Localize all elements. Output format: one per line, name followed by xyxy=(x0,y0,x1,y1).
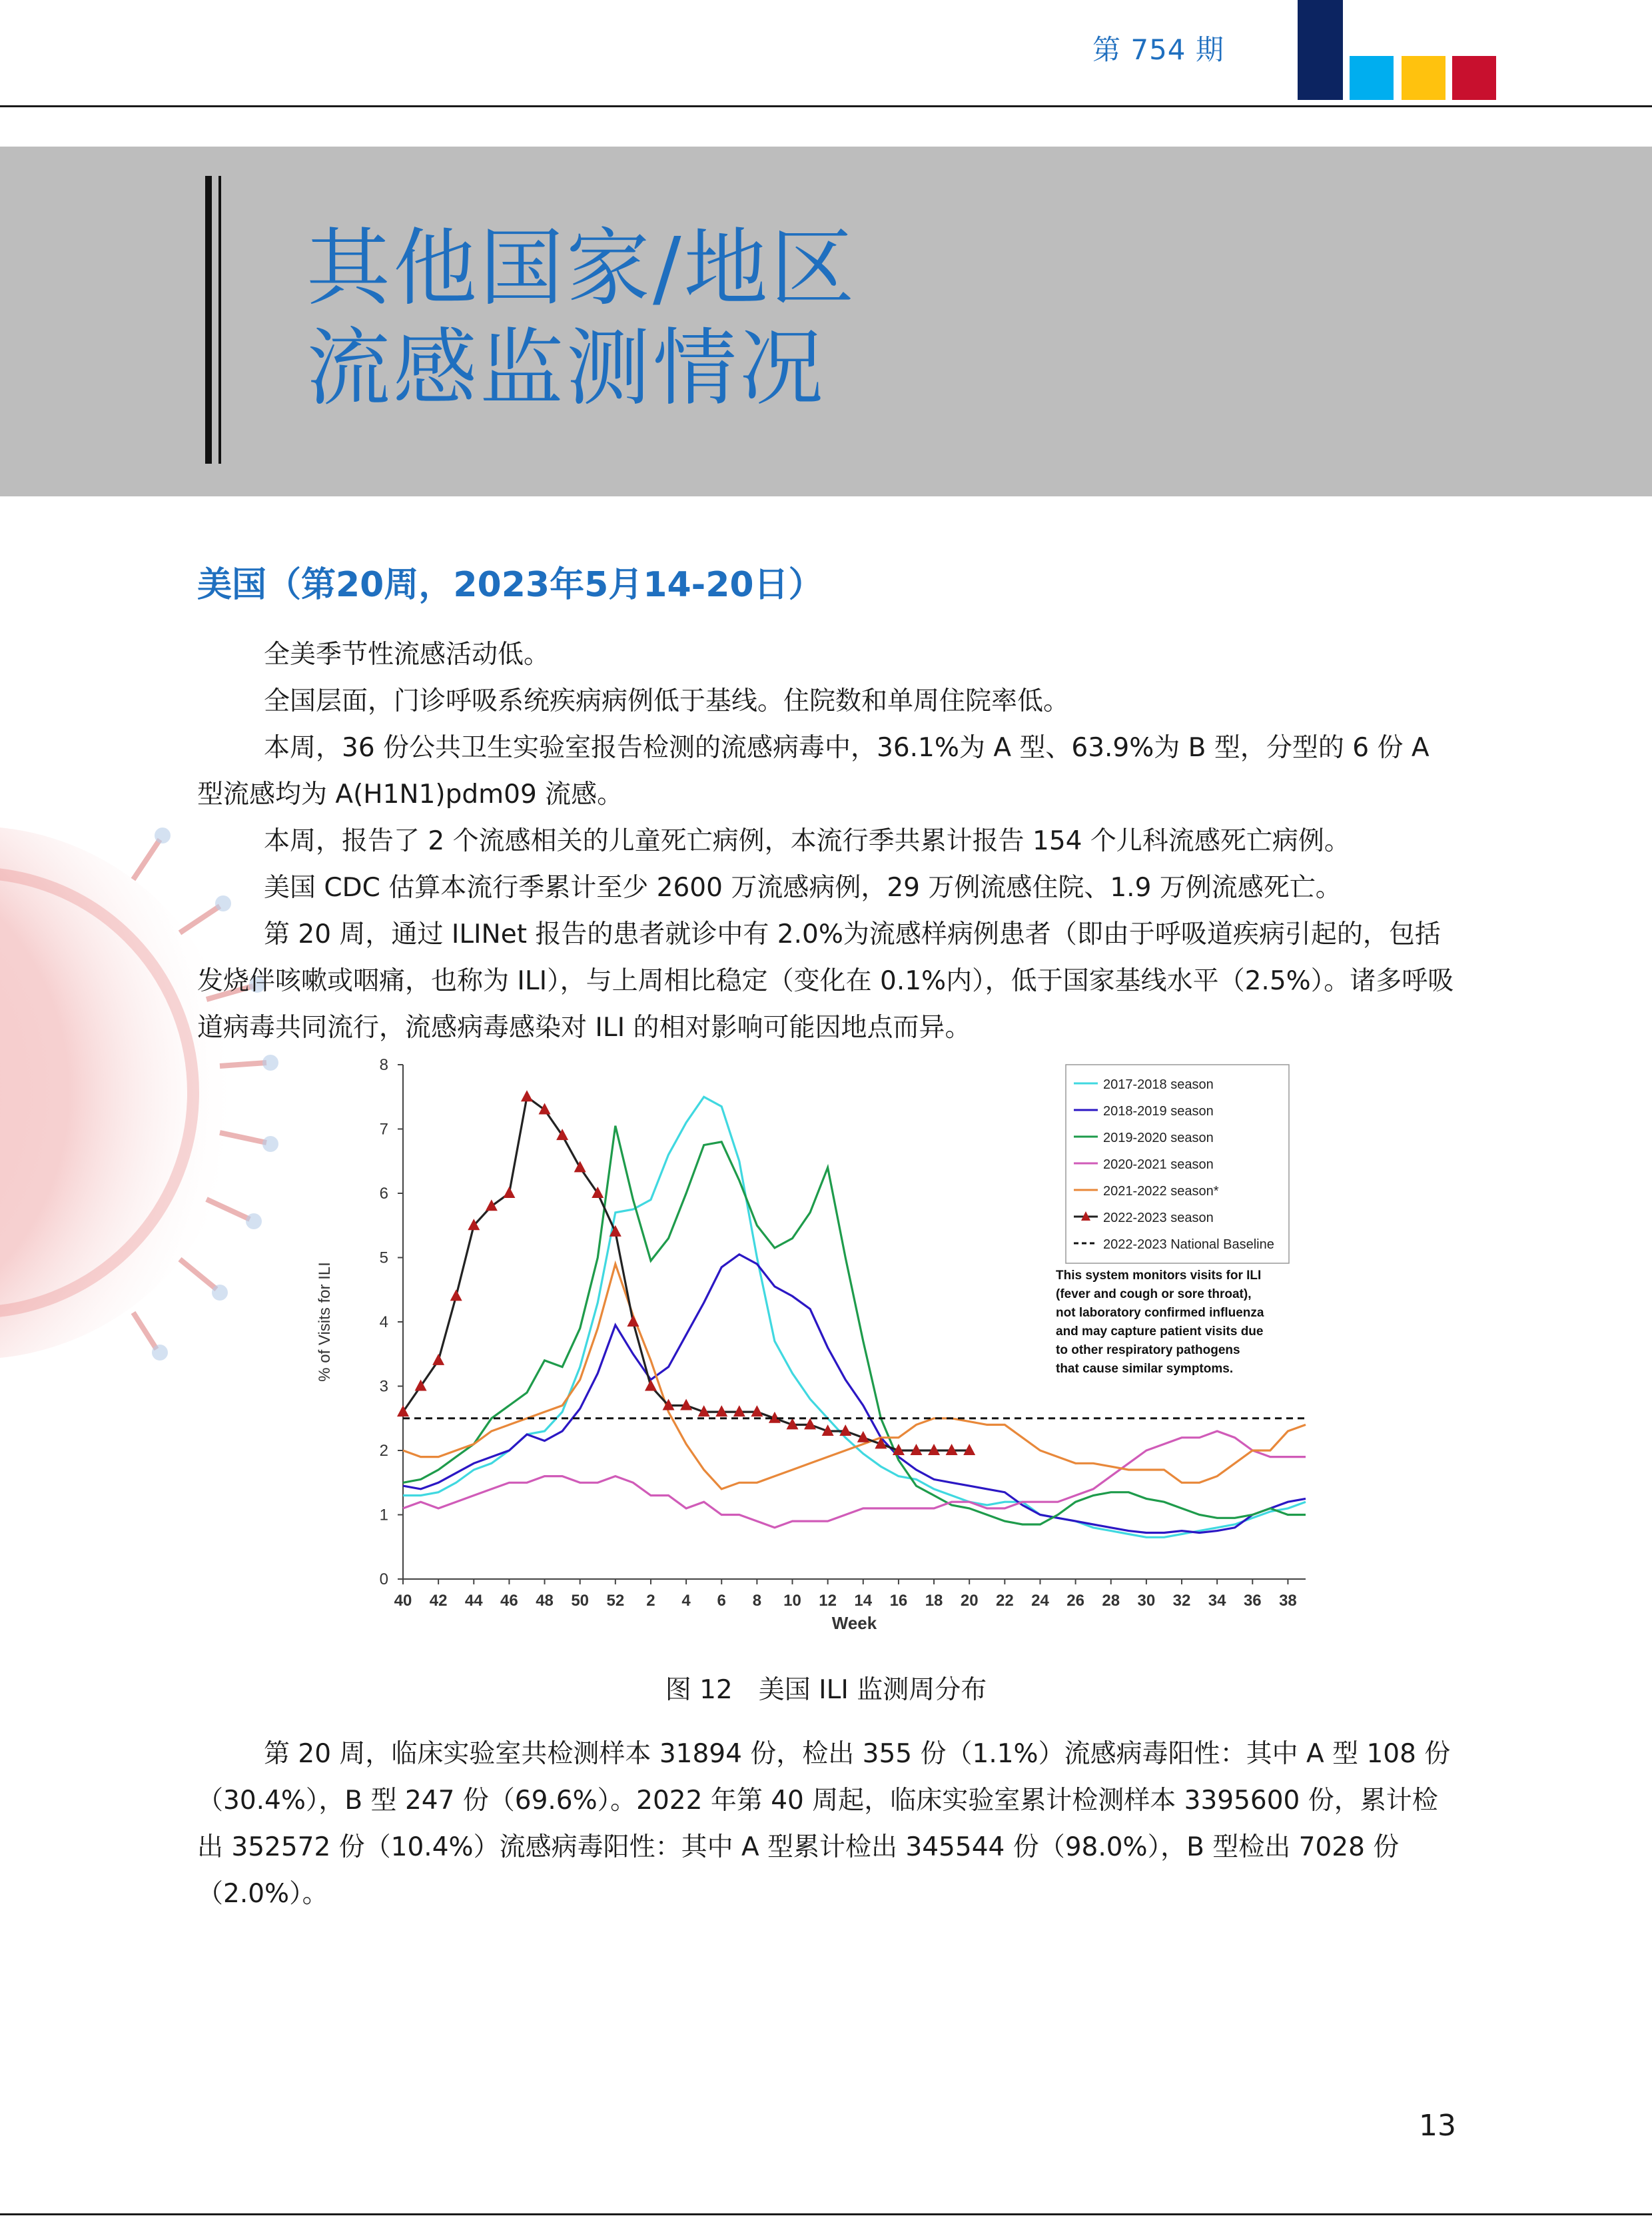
paragraph: 全美季节性流感活动低。 xyxy=(264,640,550,670)
annotation-line: that cause similar symptoms. xyxy=(1056,1362,1234,1376)
y-tick-label: 8 xyxy=(379,1056,388,1074)
y-axis-label: % of Visits for ILI xyxy=(316,1262,334,1382)
legend-entry: 2022-2023 season xyxy=(1103,1211,1214,1225)
data-point xyxy=(503,1187,515,1198)
x-tick-label: 4 xyxy=(681,1592,691,1610)
logo-navy-bar xyxy=(1298,0,1343,100)
paragraph: 本周，36 份公共卫生实验室报告检测的流感病毒中，36.1%为 A 型、63.9%为 B 型，分型的 6 份 A 型流感均为 A(H1N1)pdm09 流感。 xyxy=(197,733,1430,810)
annotation-line: (fever and cough or sore throat), xyxy=(1056,1287,1252,1301)
legend-entry: 2019-2020 season xyxy=(1103,1131,1214,1145)
legend-entry: 2020-2021 season xyxy=(1103,1157,1214,1172)
logo-square-cyan xyxy=(1350,56,1394,100)
paragraph: 第 20 周，临床实验室共检测样本 31894 份，检出 355 份（1.1%）流感病毒阳性：其中 A 型 108 份（30.4%），B 型 247 份（69.6%）。2022 年第 40 周起，临床实验室累计检测样本 3395600 份，累计检出 352572 份（10.4%）流感病毒阳性：其中 A 型累计检出 345544 份（98.0%），B 型检出 7028 份（2.0%）。 xyxy=(197,1739,1451,1909)
banner-accent-thick-bar xyxy=(205,176,212,464)
y-tick-label: 6 xyxy=(379,1185,388,1203)
x-tick-label: 32 xyxy=(1172,1592,1191,1610)
series-line xyxy=(403,1097,969,1450)
x-tick-label: 24 xyxy=(1031,1592,1049,1610)
closing-paragraph-block xyxy=(197,1731,1456,1918)
x-tick-label: 40 xyxy=(394,1592,412,1610)
x-tick-label: 36 xyxy=(1243,1592,1262,1610)
data-point xyxy=(486,1199,498,1211)
paragraph: 第 20 周，通过 ILINet 报告的患者就诊中有 2.0%为流感样病例患者（即由于呼吸道疾病引起的，包括发烧伴咳嗽或咽痛，也称为 ILI），与上周相比稳定（变化在 0.1%内），低于国家基线水平（2.5%）。诸多呼吸道病毒共同流行，流感病毒感染对 ILI 的相对影响可能因地点而异。 xyxy=(197,919,1454,1043)
x-tick-label: 18 xyxy=(925,1592,943,1610)
x-tick-label: 14 xyxy=(854,1592,873,1610)
annotation-line: This system monitors visits for ILI xyxy=(1056,1269,1262,1283)
banner-accent-thin-bar xyxy=(218,176,221,464)
x-tick-label: 10 xyxy=(783,1592,801,1610)
x-tick-label: 26 xyxy=(1066,1592,1084,1610)
title-banner xyxy=(0,147,1652,496)
legend-entry: 2018-2019 season xyxy=(1103,1104,1214,1119)
legend-entry: 2017-2018 season xyxy=(1103,1077,1214,1092)
x-tick-label: 30 xyxy=(1137,1592,1156,1610)
x-tick-label: 50 xyxy=(571,1592,590,1610)
x-tick-label: 6 xyxy=(717,1592,726,1610)
paragraph: 美国 CDC 估算本流行季累计至少 2600 万流感病例，29 万例流感住院、1.9 万例流感死亡。 xyxy=(264,873,1342,903)
x-axis-label: Week xyxy=(831,1613,877,1633)
banner-title-line1: 其他国家/地区 xyxy=(306,219,857,317)
page-number: 13 xyxy=(1419,2109,1456,2143)
logo-square-red xyxy=(1452,56,1496,100)
data-point xyxy=(432,1354,444,1365)
paragraph: 本周，报告了 2 个流感相关的儿童死亡病例，本流行季共累计报告 154 个儿科流感死亡病例。 xyxy=(264,826,1350,856)
y-tick-label: 1 xyxy=(379,1506,388,1524)
section-heading: 美国（第20周，2023年5月14-20日） xyxy=(197,565,823,605)
banner-title-line2: 流感监测情况 xyxy=(306,319,826,417)
x-tick-label: 16 xyxy=(889,1592,908,1610)
y-tick-label: 4 xyxy=(379,1313,388,1331)
y-tick-label: 2 xyxy=(379,1442,388,1460)
x-tick-label: 44 xyxy=(464,1592,483,1610)
x-tick-label: 48 xyxy=(536,1592,554,1610)
x-tick-label: 8 xyxy=(752,1592,762,1610)
y-tick-label: 3 xyxy=(379,1377,388,1396)
x-tick-label: 2 xyxy=(646,1592,655,1610)
x-tick-label: 42 xyxy=(429,1592,448,1610)
y-tick-label: 5 xyxy=(379,1249,388,1267)
legend-entry: 2021-2022 season* xyxy=(1103,1184,1219,1199)
x-tick-label: 22 xyxy=(995,1592,1014,1610)
figure-caption: 图 12 美国 ILI 监测周分布 xyxy=(665,1675,987,1705)
data-point xyxy=(627,1315,639,1327)
ili-chart-svg xyxy=(303,1046,1332,1649)
x-tick-label: 20 xyxy=(960,1592,979,1610)
annotation-line: to other respiratory pathogens xyxy=(1056,1343,1240,1357)
data-point xyxy=(539,1103,551,1115)
legend xyxy=(1066,1065,1289,1263)
x-tick-label: 28 xyxy=(1102,1592,1120,1610)
x-tick-label: 52 xyxy=(606,1592,625,1610)
data-point xyxy=(645,1380,657,1391)
issue-number: 第 754 期 xyxy=(1092,33,1224,66)
annotation-line: not laboratory confirmed influenza xyxy=(1056,1306,1264,1320)
x-tick-label: 12 xyxy=(819,1592,837,1610)
paragraph: 全国层面，门诊呼吸系统疾病病例低于基线。住院数和单周住院率低。 xyxy=(264,686,1070,716)
x-tick-label: 46 xyxy=(500,1592,518,1610)
body-paragraphs xyxy=(197,632,1456,1051)
ili-chart xyxy=(303,1046,1332,1649)
footer-rule xyxy=(0,2213,1652,2215)
x-tick-label: 34 xyxy=(1208,1592,1226,1610)
legend-entry: 2022-2023 National Baseline xyxy=(1103,1237,1274,1252)
y-tick-label: 7 xyxy=(379,1120,388,1139)
header-rule xyxy=(0,105,1652,107)
logo-square-yellow xyxy=(1402,56,1446,100)
x-tick-label: 38 xyxy=(1279,1592,1297,1610)
data-point xyxy=(521,1090,533,1101)
annotation-line: and may capture patient visits due xyxy=(1056,1325,1264,1339)
data-point xyxy=(574,1161,586,1172)
data-point xyxy=(450,1289,462,1301)
y-tick-label: 0 xyxy=(379,1570,388,1588)
